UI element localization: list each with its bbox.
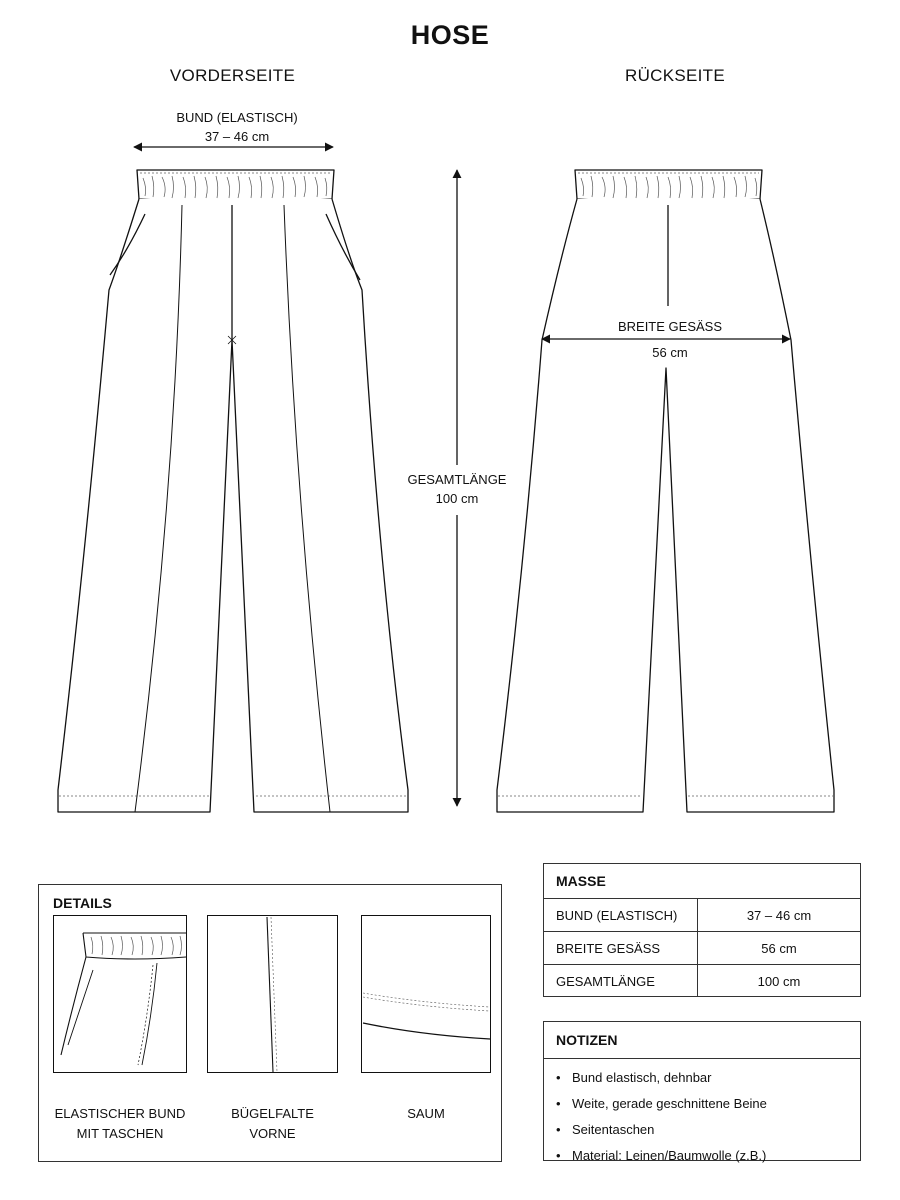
note-text: Seitentaschen bbox=[572, 1122, 655, 1137]
waist-label: BUND (ELASTISCH) bbox=[176, 110, 298, 125]
detail-hem bbox=[361, 915, 491, 1073]
bullet-icon: • bbox=[556, 1148, 561, 1163]
detail-waistband-pockets bbox=[53, 915, 187, 1073]
detail-caption-1a: ELASTISCHER BUND bbox=[54, 1106, 186, 1121]
detail-caption-1b: MIT TASCHEN bbox=[76, 1126, 164, 1141]
list-item bbox=[556, 1091, 860, 1117]
waist-value: 37 – 46 cm bbox=[204, 129, 270, 144]
table-row bbox=[544, 932, 860, 965]
bullet-icon: • bbox=[556, 1122, 561, 1137]
masse-label: BREITE GESÄSS bbox=[544, 932, 698, 965]
front-view-label: VORDERSEITE bbox=[169, 66, 296, 85]
note-text: Material: Leinen/Baumwolle (z.B.) bbox=[572, 1148, 767, 1163]
front-pants bbox=[58, 170, 408, 812]
length-value: 100 cm bbox=[392, 489, 522, 508]
note-text: Weite, gerade geschnittene Beine bbox=[572, 1096, 767, 1111]
back-view-label: RÜCKSEITE bbox=[625, 66, 725, 85]
masse-panel bbox=[543, 863, 861, 997]
masse-label: BUND (ELASTISCH) bbox=[544, 899, 698, 932]
notizen-panel bbox=[543, 1021, 861, 1161]
masse-header: MASSE bbox=[556, 873, 606, 889]
detail-crease bbox=[207, 915, 338, 1073]
length-label: GESAMTLÄNGE bbox=[392, 470, 522, 489]
hip-value: 56 cm bbox=[652, 345, 688, 360]
note-text: Bund elastisch, dehnbar bbox=[572, 1070, 712, 1085]
details-header: DETAILS bbox=[53, 895, 112, 911]
masse-value: 100 cm bbox=[698, 965, 861, 998]
table-row bbox=[544, 965, 860, 998]
bullet-icon: • bbox=[556, 1096, 561, 1111]
detail-caption-2a: BÜGELFALTE bbox=[231, 1106, 314, 1121]
hip-label: BREITE GESÄSS bbox=[617, 319, 723, 334]
list-item bbox=[556, 1143, 860, 1169]
detail-caption-3a: SAUM bbox=[407, 1106, 445, 1121]
masse-value: 37 – 46 cm bbox=[698, 899, 861, 932]
masse-label: GESAMTLÄNGE bbox=[544, 965, 698, 998]
masse-value: 56 cm bbox=[698, 932, 861, 965]
details-panel bbox=[38, 884, 502, 1162]
list-item bbox=[556, 1117, 860, 1143]
detail-caption-2b: VORNE bbox=[249, 1126, 296, 1141]
back-pants bbox=[497, 170, 834, 812]
page-title: HOSE bbox=[410, 20, 490, 50]
notes-list bbox=[544, 1059, 860, 1169]
notizen-header: NOTIZEN bbox=[544, 1022, 860, 1059]
bullet-icon: • bbox=[556, 1070, 561, 1085]
table-row bbox=[544, 899, 860, 932]
list-item bbox=[556, 1065, 860, 1091]
masse-table bbox=[544, 898, 860, 997]
